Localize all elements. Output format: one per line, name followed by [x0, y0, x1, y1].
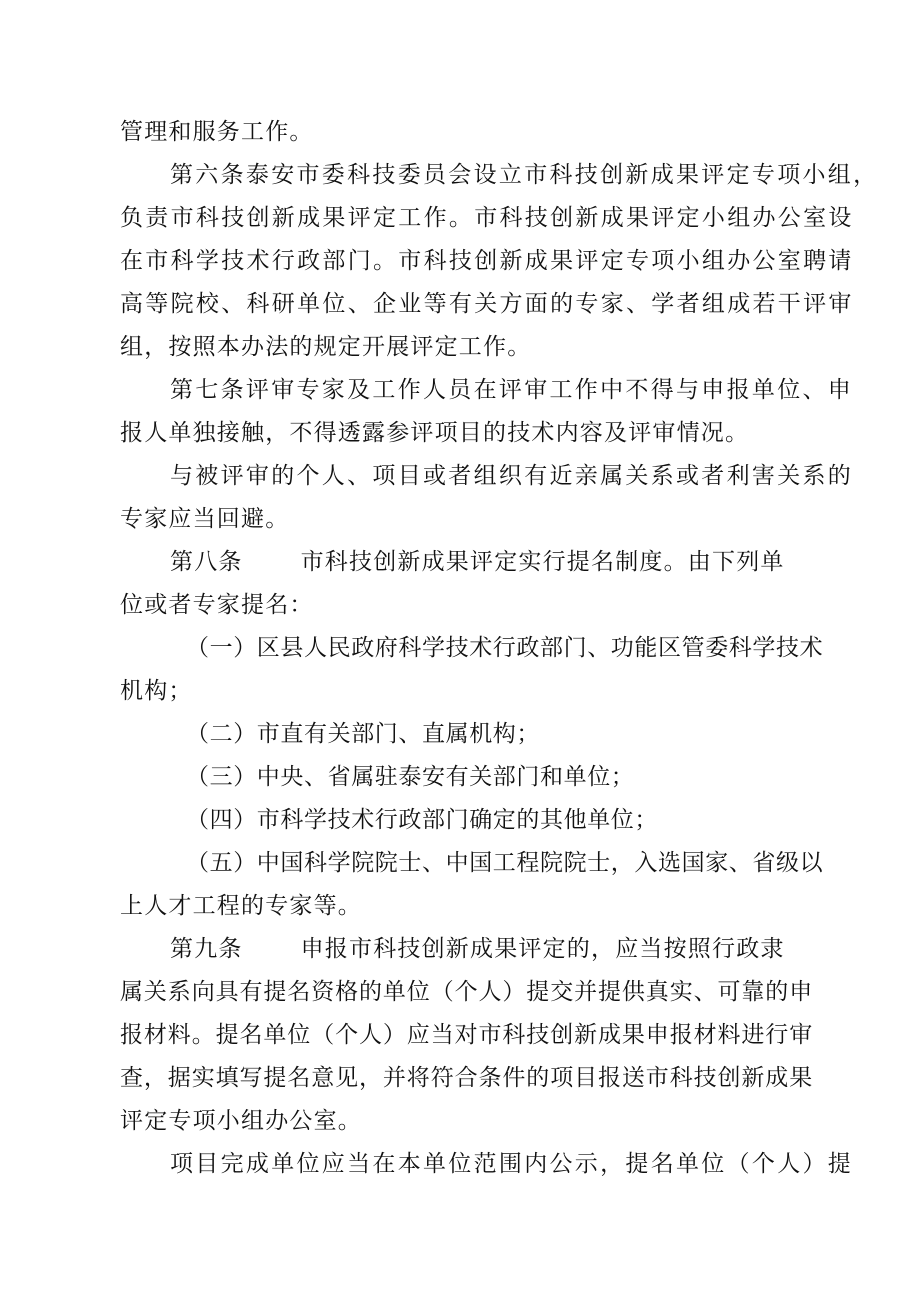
text-line: 负责市科技创新成果评定工作。市科技创新成果评定小组办公室设	[120, 205, 854, 231]
list-item: （四）市科学技术行政部门确定的其他单位；	[186, 807, 658, 833]
text-line: 与被评审的个人、项目或者组织有近亲属关系或者利害关系的	[170, 463, 854, 489]
list-item: （三）中央、省属驻泰安有关部门和单位；	[186, 764, 635, 790]
text-line: 高等院校、科研单位、企业等有关方面的专家、学者组成若干评审	[120, 291, 854, 317]
list-item: （五）中国科学院院士、中国工程院院士，入选国家、省级以	[186, 850, 824, 876]
text-line: 管理和服务工作。	[120, 119, 314, 145]
text-line: 评定专项小组办公室。	[120, 1108, 362, 1134]
text-line: 报人单独接触，不得透露参评项目的技术内容及评审情况。	[120, 420, 750, 446]
text-line: 专家应当回避。	[120, 506, 290, 532]
text-line: 查，据实填写提名意见，并将符合条件的项目报送市科技创新成果	[120, 1065, 814, 1091]
text-line: 在市科学技术行政部门。市科技创新成果评定专项小组办公室聘请	[120, 248, 854, 274]
text-line: 机构；	[120, 678, 193, 704]
text-line: 位或者专家提名：	[120, 592, 314, 618]
article-9-text: 申报市科技创新成果评定的，应当按照行政隶	[300, 936, 785, 962]
text-line: 项目完成单位应当在本单位范围内公示，提名单位（个人）提	[170, 1151, 854, 1177]
list-item: （一）区县人民政府科学技术行政部门、功能区管委科学技术	[186, 635, 824, 661]
article-7-line: 第七条评审专家及工作人员在评审工作中不得与申报单位、申	[170, 377, 854, 403]
text-line: 属关系向具有提名资格的单位（个人）提交并提供真实、可靠的申	[120, 979, 814, 1005]
text-line: 上人才工程的专家等。	[120, 893, 362, 919]
article-9-line	[170, 934, 920, 964]
article-9-label: 第九条	[170, 936, 243, 962]
article-8-text: 市科技创新成果评定实行提名制度。由下列单	[300, 549, 785, 575]
text-line: 报材料。提名单位（个人）应当对市科技创新成果申报材料进行审	[120, 1022, 814, 1048]
article-8-line	[170, 547, 920, 577]
list-item: （二）市直有关部门、直属机构；	[186, 721, 540, 747]
article-8-label: 第八条	[170, 549, 243, 575]
article-6-line: 第六条泰安市委科技委员会设立市科技创新成果评定专项小组，	[170, 162, 879, 188]
text-line: 组，按照本办法的规定开展评定工作。	[120, 334, 532, 360]
